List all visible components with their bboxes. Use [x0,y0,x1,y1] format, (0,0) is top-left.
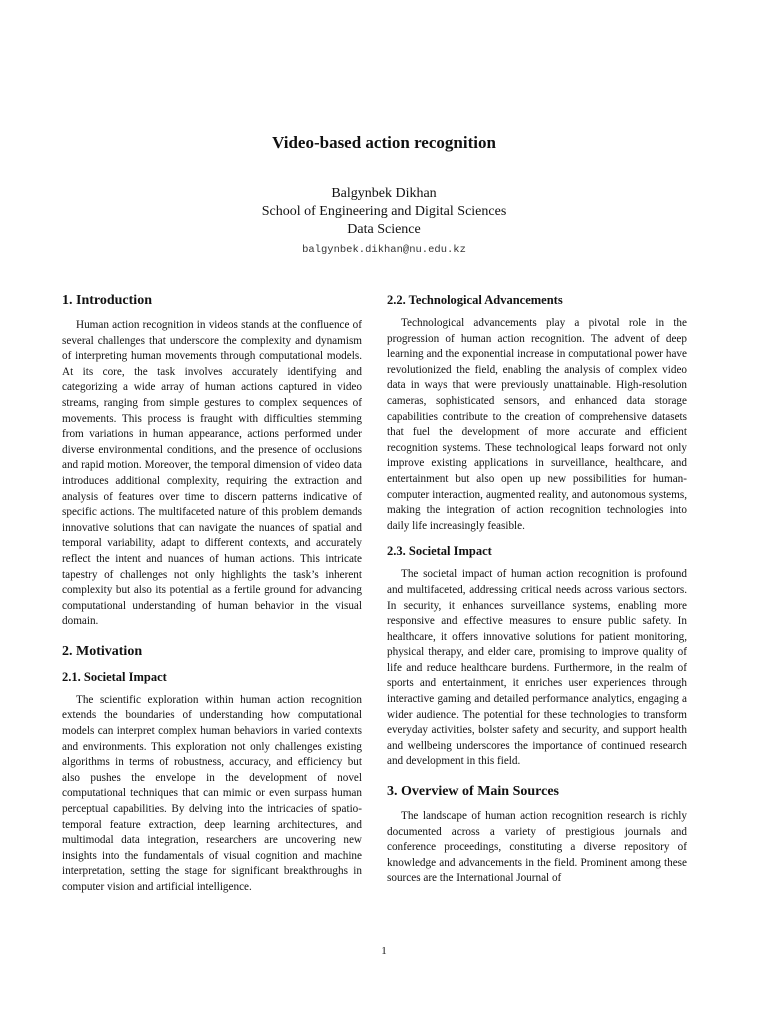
paper-title: Video-based action recognition [272,133,496,152]
section-heading-overview: 3. Overview of Main Sources [387,784,559,800]
introduction-paragraph: Human action recognition in videos stands at the confluence of several challenges that underscore the complexity and dynamism of interpreting human movements through computational models. At its core, the task involves accurately identifying and categorizing a wide array of human actions captured in video streams, ranging from simple gestures to complex sequences of movements. This process is fraught with difficulties stemming from variations in human appearance, actions performed under diverse environmental conditions, and the presence of occlusions and rapid motion. Moreover, the temporal dimension of video data introduces additional complexity, requiring the extraction and analysis of features over time to discern patterns indicative of specific actions. The multifaceted nature of this problem demands innovative solutions that can navigate the nuances of spatial and temporal variability, adapt to different contexts, and accurately reflect the intent and nuances of human actions. This intricate tapestry of challenges not only highlights the task’s inherent complexity but also its potential as a fertile ground for advancing computational understanding of human behavior in the visual domain. [62,319,362,628]
right-column [387,292,687,887]
author-department: Data Science [347,222,421,237]
author-affiliation: School of Engineering and Digital Sciences [261,204,507,219]
subsection-heading-2-1: 2.1. Societal Impact [62,669,167,684]
subsection-heading-2-3: 2.3. Societal Impact [387,544,492,559]
author-email: balgynbek.dikhan@nu.edu.kz [302,244,466,256]
subsection-2-2-paragraph: Technological advancements play a pivotal role in the progression of human action recognition. The advent of deep learning and the exponential increase in computational power have revolutionized the field, enabling the analysis of complex video data in ways that were previously unattainable. High-resolution cameras, sophisticated sensors, and enhanced data storage capabilities contribute to the creation of comprehensive datasets that fuel the development of more accurate and efficient recognition systems. These technological leaps forward not only improve existing applications in surveillance, healthcare, and entertainment but also open up new possibilities for human-computer interaction, augmented reality, and autonomous systems, making the integration of action recognition technologies into daily life increasingly feasible. [387,317,687,532]
subsection-2-3-paragraph: The societal impact of human action recognition is profound and multifaceted, addressing critical needs across various sectors. In security, it enhances surveillance systems, enabling more responsive and effective measures to ensure public safety. In healthcare, it offers innovative solutions for patient monitoring, physical therapy, and elder care, promising to improve quality of life and reduce healthcare burdens. Furthermore, in the realm of sports and entertainment, it enriches user experiences through interactive gaming and detailed performance analytics, engaging a wider audience. The potential for these technologies to transform everyday activities, bolster safety and security, and support health and wellbeing underscores the importance of continued research and development in this field. [387,568,687,768]
overview-paragraph: The landscape of human action recognition research is richly documented across a variety of prestigious journals and conference proceedings, constituting a diverse repository of knowledge and advancements in the field. Prominent among these sources are the International Journal of [387,810,687,885]
author-name: Balgynbek Dikhan [331,186,437,201]
section-heading-motivation: 2. Motivation [62,643,143,659]
section-heading-introduction: 1. Introduction [62,293,152,308]
page-number: 1 [381,945,387,957]
subsection-heading-2-2: 2.2. Technological Advancements [387,293,563,307]
subsection-2-1-paragraph: The scientific exploration within human action recognition extends the boundaries of understanding how computational models can interpret complex human behaviors in varied contexts and environments. This exploration not only challenges existing algorithms in terms of robustness, accuracy, and efficiency but also pushes the envelope in the development of novel computational techniques that can mimic or even surpass human perceptual capabilities. By delving into the intricacies of spatio-temporal feature extraction, deep learning architectures, and multimodal data integration, researchers are uncovering new insights into the fundamentals of visual cognition and machine interpretation, setting the stage for significant breakthroughs in computer vision and artificial intelligence. [62,693,362,893]
left-column [62,292,362,896]
author-block [0,185,768,257]
